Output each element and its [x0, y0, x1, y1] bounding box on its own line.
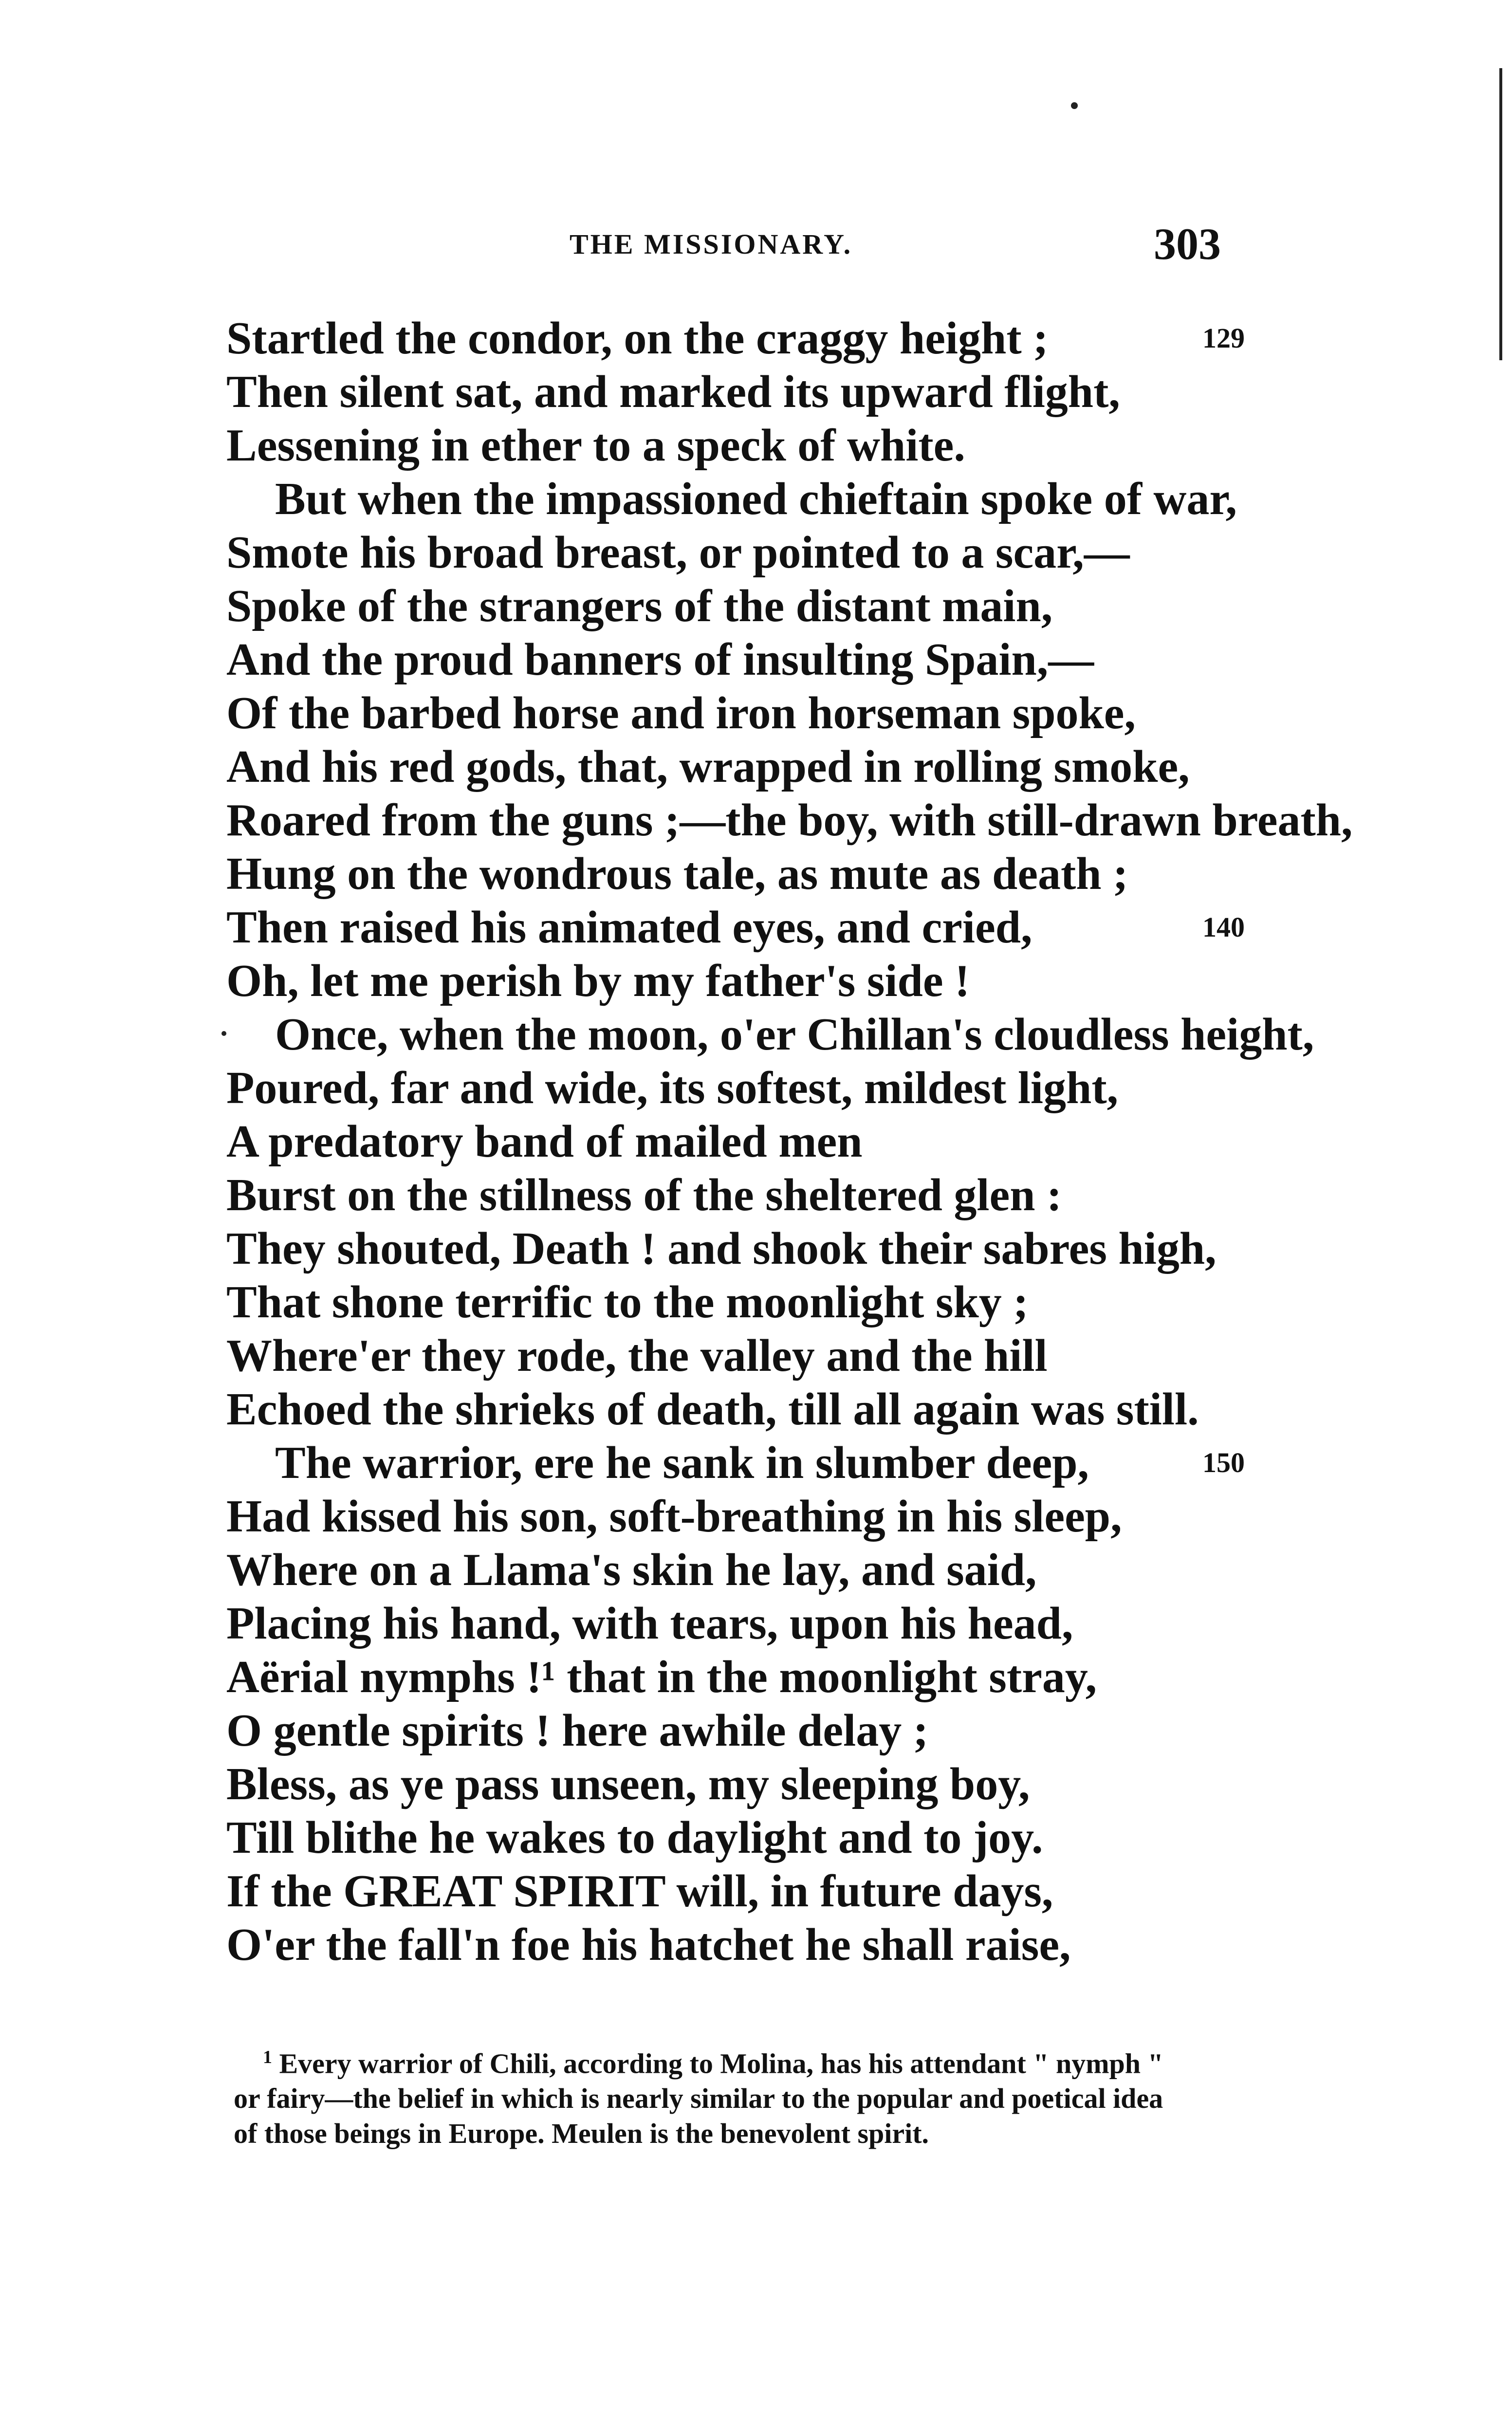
verse-line-text: Hung on the wondrous tale, as mute as death ; [226, 848, 1128, 899]
verse-line [226, 1383, 1199, 1436]
running-title: THE MISSIONARY. [570, 228, 853, 260]
verse-line [226, 526, 1130, 579]
verse-line [226, 686, 1136, 740]
verse-line [226, 312, 1048, 365]
scan-edge-rule [1499, 68, 1502, 360]
scan-speck [221, 1031, 226, 1036]
verse-line-text: Burst on the stillness of the sheltered glen : [226, 1170, 1062, 1220]
verse-line [226, 472, 1237, 526]
verse-line [226, 1597, 1073, 1650]
verse-line-text: Then raised his animated eyes, and cried, [226, 902, 1033, 953]
verse-line [226, 1222, 1217, 1275]
footnote [234, 2040, 1305, 2151]
line-number: 150 [1202, 1447, 1245, 1478]
verse-line-text: Poured, far and wide, its softest, mildest light, [226, 1063, 1119, 1113]
verse-line-text: If the GREAT SPIRIT will, in future days, [226, 1866, 1053, 1917]
verse-line-text: Roared from the guns ;—the boy, with still-drawn breath, [226, 795, 1353, 846]
verse-line-text: And his red gods, that, wrapped in rolling smoke, [226, 741, 1190, 792]
verse-line [226, 1436, 1089, 1490]
verse-line-text: A predatory band of mailed men [226, 1116, 863, 1167]
verse-line-text: Where'er they rode, the valley and the hill [226, 1330, 1048, 1381]
verse-line [226, 633, 1094, 686]
verse-line-text: Spoke of the strangers of the distant main, [226, 581, 1053, 631]
verse-line [226, 901, 1033, 954]
verse-line [226, 1704, 928, 1757]
scan-speck [1071, 102, 1078, 109]
verse-line [226, 1918, 1071, 1972]
verse-line [226, 954, 970, 1008]
verse-line [226, 793, 1353, 847]
verse-line-text: Oh, let me perish by my father's side ! [226, 956, 970, 1006]
verse-line [226, 847, 1128, 901]
verse-line-text: O gentle spirits ! here awhile delay ; [226, 1705, 929, 1756]
verse-line [226, 1329, 1048, 1383]
verse-line [226, 365, 1120, 419]
footnote-line: of those beings in Europe. Meulen is the benevolent spirit. [234, 2118, 929, 2150]
verse-line [226, 579, 1052, 633]
page-number: 303 [1154, 219, 1221, 269]
footnote-line: or fairy—the belief in which is nearly similar to the popular and poetical idea [234, 2083, 1163, 2115]
verse-line-text: And the proud banners of insulting Spain,— [226, 634, 1094, 685]
verse-line [226, 1008, 1314, 1061]
verse-line-text: Echoed the shrieks of death, till all again was still. [226, 1384, 1199, 1435]
verse-line-text: Startled the condor, on the craggy height ; [226, 313, 1049, 364]
verse-line [226, 1168, 1062, 1222]
verse-line-text: Bless, as ye pass unseen, my sleeping boy, [226, 1759, 1030, 1809]
verse-line [226, 740, 1190, 793]
verse-line [226, 1650, 1097, 1704]
verse-line [226, 1061, 1118, 1115]
verse-line [226, 1864, 1053, 1918]
verse-line-text: Till blithe he wakes to daylight and to joy. [226, 1812, 1043, 1863]
verse-line [226, 1543, 1037, 1597]
verse-line-text: Lessening in ether to a speck of white. [226, 420, 965, 471]
verse-line [226, 1275, 1029, 1329]
verse-line [226, 419, 965, 472]
verse-line [226, 1115, 863, 1168]
verse-line [226, 1811, 1043, 1864]
verse-line-text: Had kissed his son, soft-breathing in his sleep, [226, 1491, 1122, 1542]
line-number: 129 [1202, 322, 1245, 354]
verse-line-text: That shone terrific to the moonlight sky ; [226, 1277, 1029, 1328]
footnote-line: $^1$ Every warrior of Chili, according to Molina, has his attendant " nymph " [263, 2047, 1163, 2080]
verse-line [226, 1490, 1122, 1543]
line-number: 140 [1202, 911, 1245, 943]
verse-line-text: Then silent sat, and marked its upward flight, [226, 367, 1120, 417]
verse-line-text: Where on a Llama's skin he lay, and said, [226, 1545, 1037, 1595]
verse-line-text: Placing his hand, with tears, upon his head, [226, 1598, 1073, 1649]
verse-line-text: O'er the fall'n foe his hatchet he shall raise, [226, 1919, 1071, 1970]
verse-line-text: Of the barbed horse and iron horseman spoke, [226, 688, 1136, 738]
footnote-marker: 1 [263, 2047, 272, 2067]
verse-line-text: Aërial nymphs !¹ that in the moonlight stray, [226, 1652, 1097, 1702]
verse-line [226, 1757, 1030, 1811]
verse-line-text: The warrior, ere he sank in slumber deep, [275, 1438, 1089, 1488]
verse-line-text: But when the impassioned chieftain spoke of war, [275, 474, 1237, 524]
verse-line-text: Once, when the moon, o'er Chillan's cloudless height, [275, 1009, 1314, 1060]
verse-line-text: They shouted, Death ! and shook their sabres high, [226, 1223, 1217, 1274]
verse-line-text: Smote his broad breast, or pointed to a scar,— [226, 527, 1130, 578]
